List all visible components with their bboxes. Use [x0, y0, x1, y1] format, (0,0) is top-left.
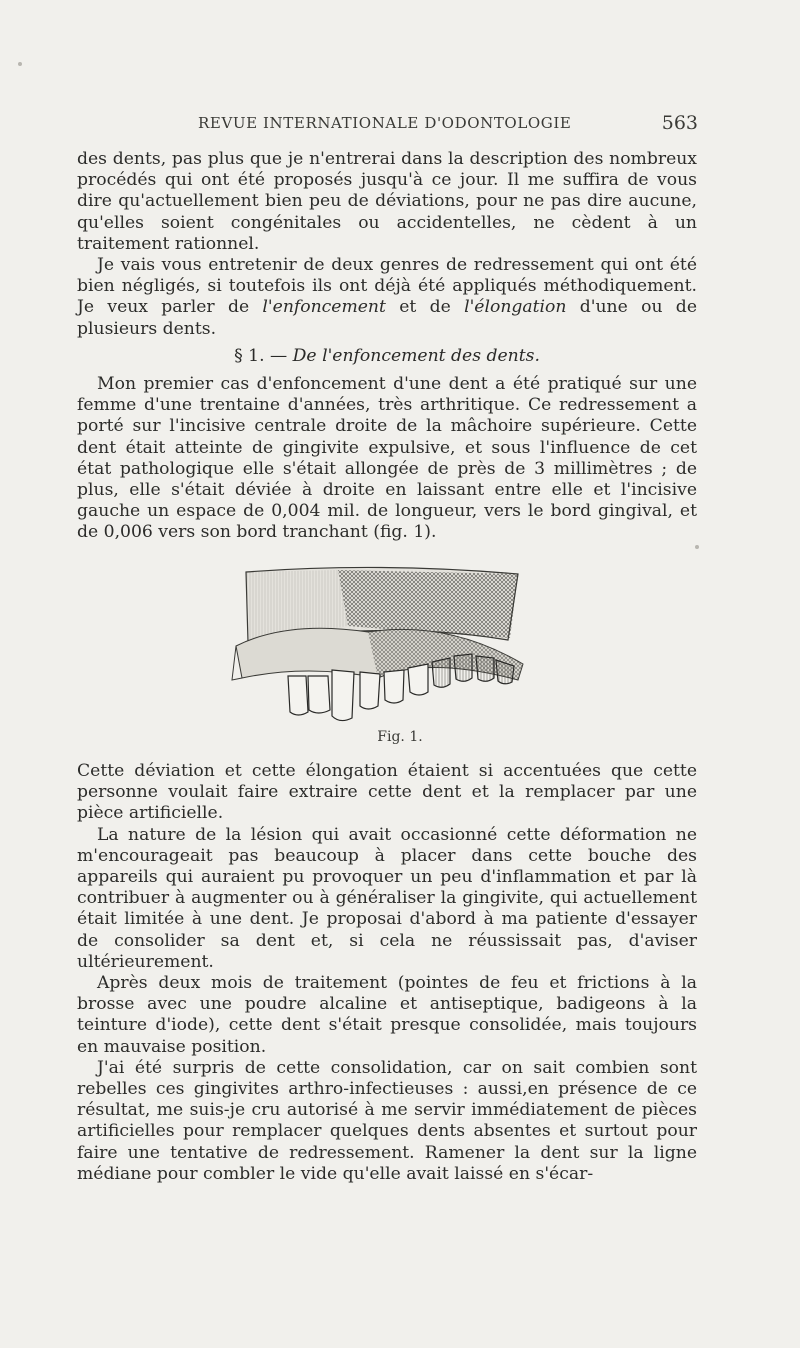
paper-speck: [695, 545, 699, 549]
paragraph-4: Cette déviation et cette élongation étaient si accentuées que cette personne voulait faire extraire cette dent et la remplacer par une pièce artificielle.: [77, 761, 697, 824]
paragraph-6: Après deux mois de traitement (pointes de feu et frictions à la brosse avec une poudre alcaline et antiseptique, badigeons à la teinture d'iode), cette dent s'était presque consolidée, mais toujours en mauvaise position.: [77, 973, 697, 1057]
text-block-bottom: [77, 761, 697, 1185]
paragraph-7: J'ai été surpris de cette consolidation, car on sait combien sont rebelles ces gingivites arthro-infectieuses : aussi,en présence de ce résultat, me suis-je cru autorisé à me servir immédiatement de pièces artificielles pour remplacer quelques dents absentes et surtout pour faire une tentative de redressement. Ramener la dent sur la ligne médiane pour combler le vide qu'elle avait laissé en s'écar-: [77, 1057, 697, 1184]
paragraph-5: La nature de la lésion qui avait occasionné cette déformation ne m'encourageait pas beaucoup à placer dans cette bouche des appareils qui auraient pu provoquer un peu d'inflammation et par là contribuer à augmenter ou à généraliser la gingivite, qui actuellement était limitée à une dent. Je proposai d'abord à ma patiente d'essayer de consolider sa dent et, si cela ne réussissait pas, d'aviser ultérieurement.: [77, 824, 697, 972]
paper-speck: [18, 62, 22, 66]
text-block-case: [77, 374, 697, 544]
paragraph-2-part-b: et de: [385, 297, 465, 318]
term-elongation: l'élongation: [464, 297, 567, 318]
paragraph-2-part-c: d'une ou de plusieurs dents.: [77, 297, 697, 339]
section-heading: [77, 346, 697, 367]
section-title: De l'enfoncement des dents.: [292, 346, 540, 366]
text-block-top: [77, 149, 697, 340]
page-header: [78, 112, 698, 138]
section-number: § 1. —: [234, 346, 288, 366]
figure-caption: Fig. 1.: [377, 729, 423, 745]
paragraph-1: des dents, pas plus que je n'entrerai dans la description des nombreux procédés qui ont été proposés jusqu'à ce jour. Il me suffira de vous dire qu'actuellement bien peu de déviations, pour ne pas dire aucune, qu'elles soient congénitales ou accidentelles, ne cèdent à un traitement rationnel.: [77, 149, 697, 254]
page-number: 563: [661, 112, 698, 134]
jaw-illustration: [228, 560, 533, 725]
term-enfoncement: l'enfoncement: [262, 297, 386, 318]
running-title: REVUE INTERNATIONALE D'ODONTOLOGIE: [198, 114, 572, 132]
paragraph-3: Mon premier cas d'enfoncement d'une dent a été pratiqué sur une femme d'une trentaine d'années, très arthritique. Ce redressement a porté sur l'incisive centrale droite de la mâchoire supérieure. Cette dent était atteinte de gingivite expulsive, et sous l'influence de cet état pathologique elle s'était allongée de près de 3 millimètres ; de plus, elle s'était déviée à droite en laissant entre elle et l'incisive gauche un espace de 0,004 mil. de longueur, vers le bord gingival, et de 0,006 vers son bord tranchant (fig. 1).: [77, 374, 697, 543]
paragraph-2: [77, 255, 697, 340]
paragraph-2-part-a: Je vais vous entretenir de deux genres de redressement qui ont été bien négligés, si toutefois ils ont déjà été appliqués méthodiquement. Je veux parler de: [77, 255, 697, 318]
